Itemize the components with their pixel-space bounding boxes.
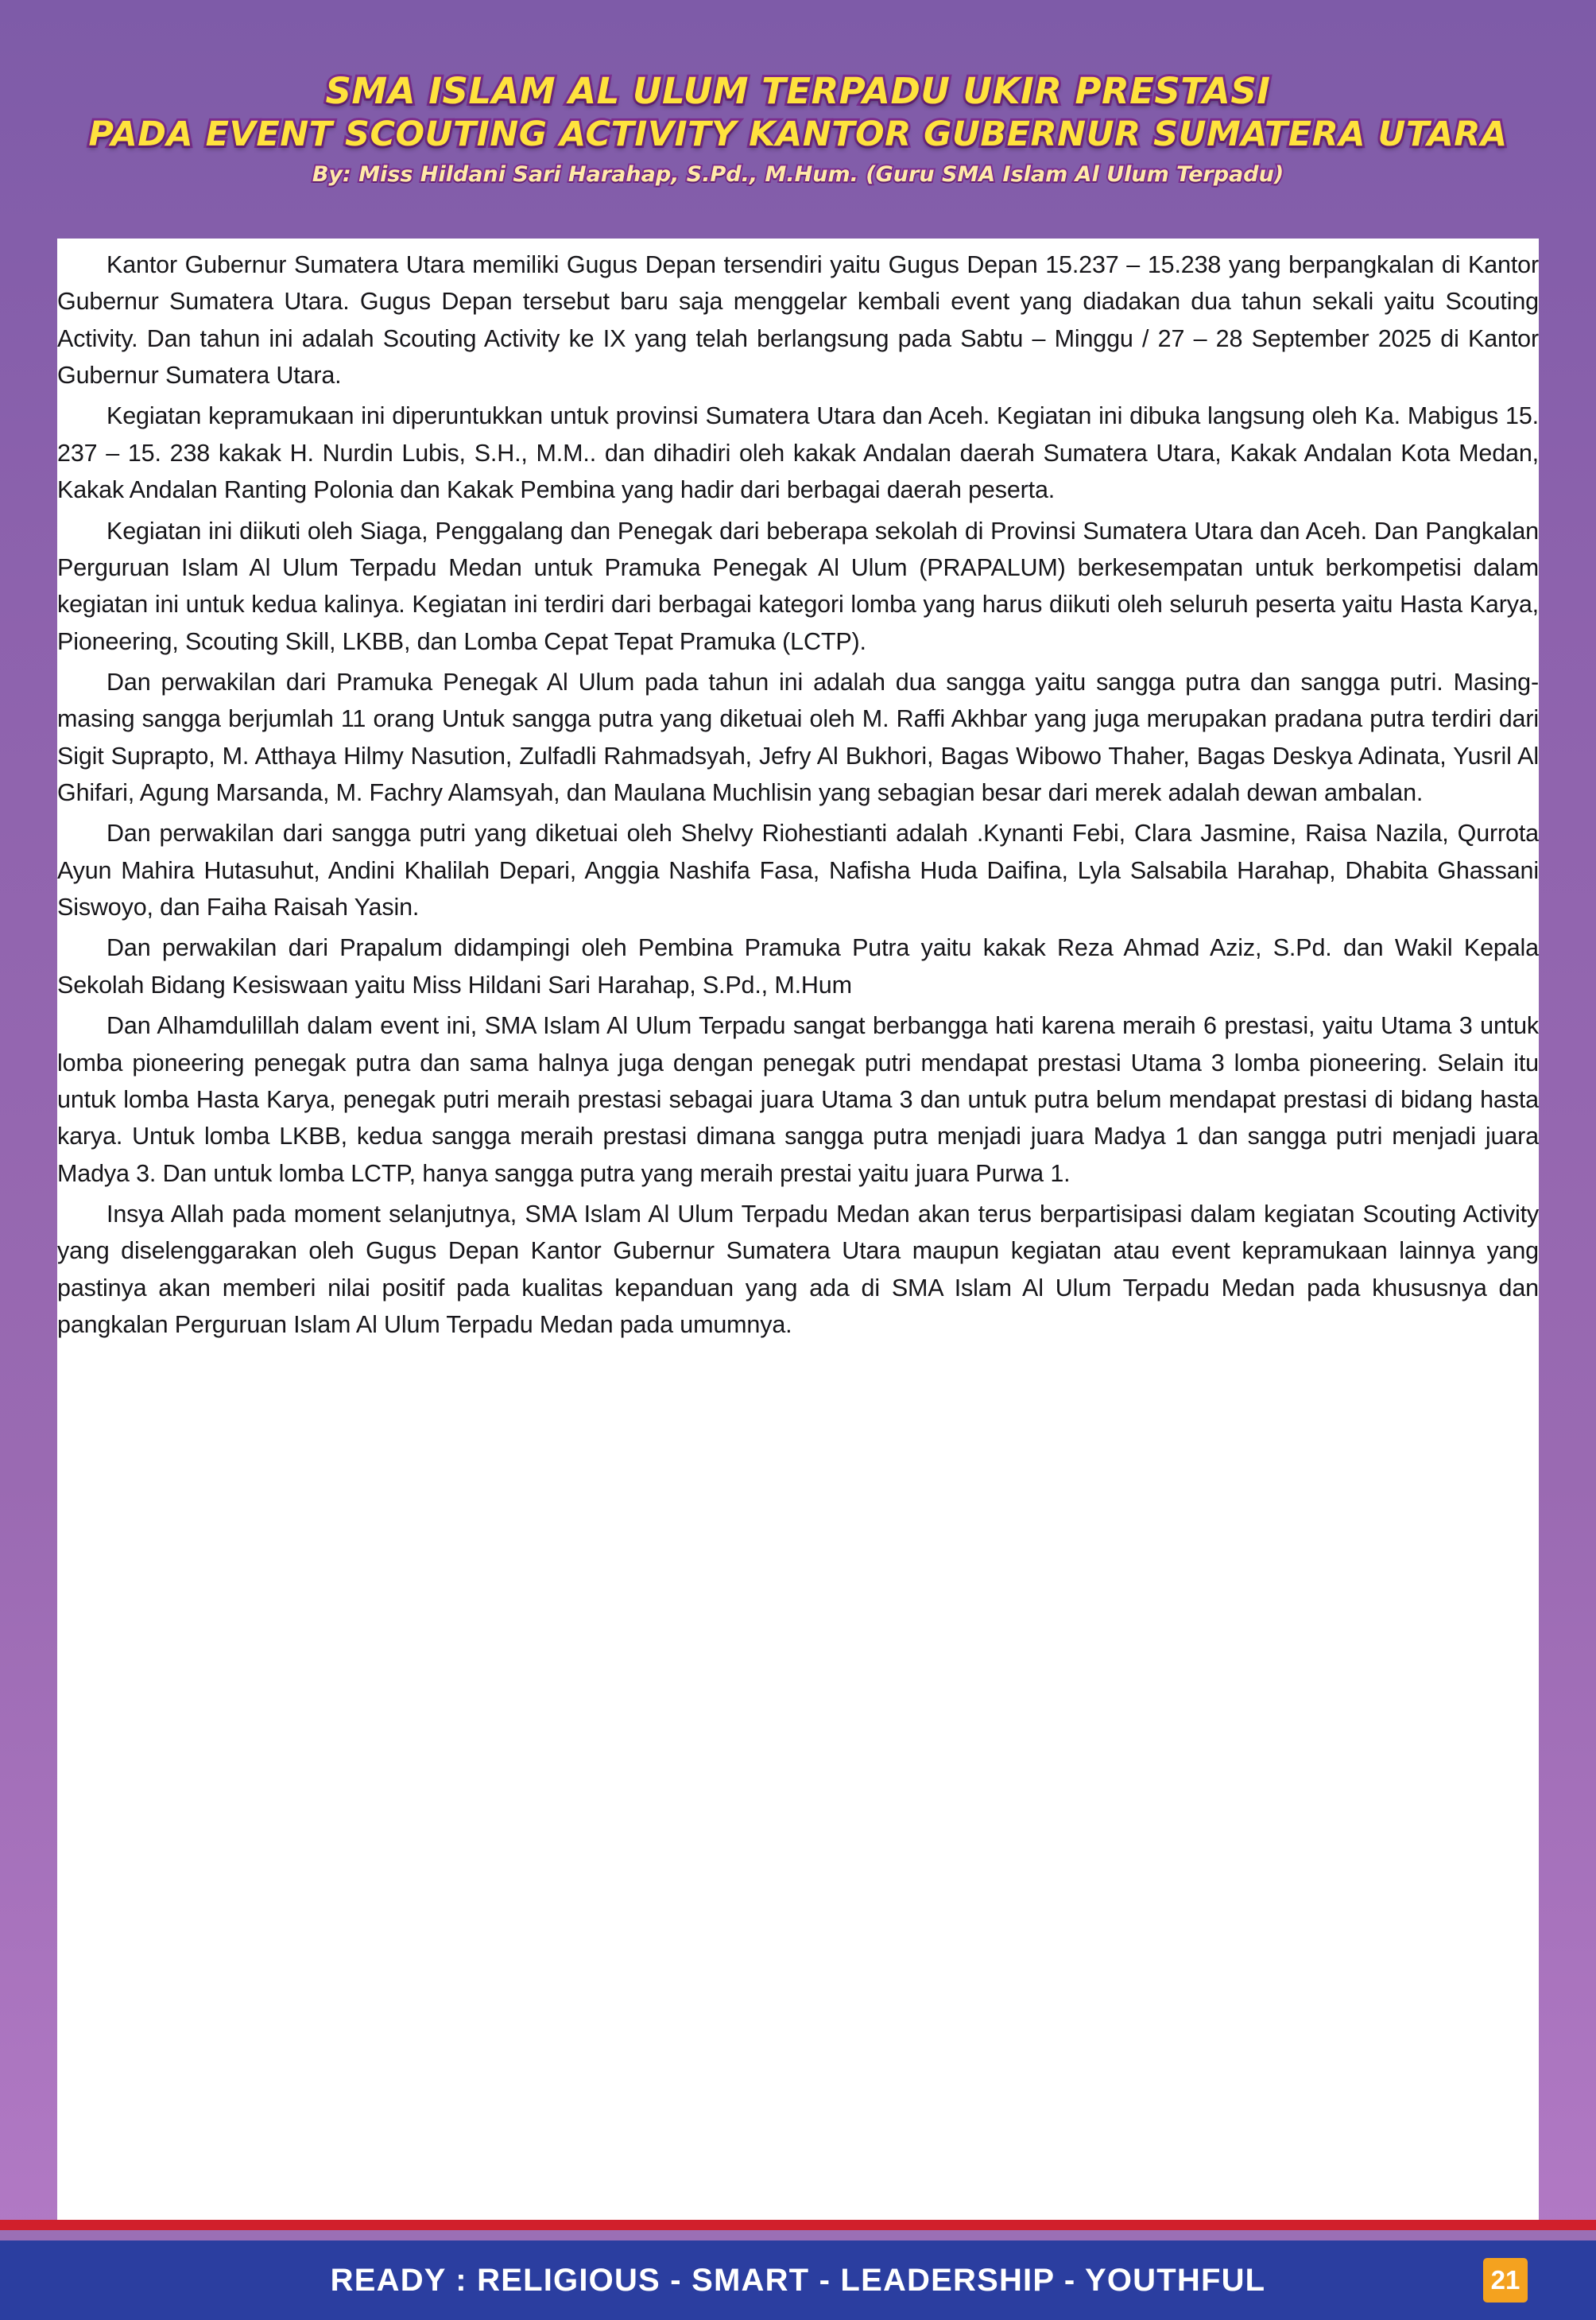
- paragraph: Kantor Gubernur Sumatera Utara memiliki Gugus Depan tersendiri yaitu Gugus Depan 15.237 – 15.238 yang berpangkalan di Kantor Gubernur Sumatera Utara. Gugus Depan tersebut baru saja menggelar kembali event yang diadakan dua tahun sekali yaitu Scouting Activity. Dan tahun ini adalah Scouting Activity ke IX yang telah berlangsung pada Sabtu – Minggu / 27 – 28 September 2025 di Kantor Gubernur Sumatera Utara.: [57, 251, 1539, 390]
- article-byline: By: Miss Hildani Sari Harahap, S.Pd., M.Hum. (Guru SMA Islam Al Ulum Terpadu): [312, 162, 1284, 188]
- page-number: 21: [1490, 2265, 1520, 2295]
- page-number-badge: [1483, 2258, 1528, 2303]
- footer-tagline: READY : RELIGIOUS - SMART - LEADERSHIP - YOUTHFUL: [330, 2262, 1266, 2298]
- footer-divider: [0, 2220, 1596, 2230]
- page-title-line-1: SMA ISLAM AL ULUM TERPADU UKIR PRESTASI: [325, 70, 1271, 112]
- paragraph: Kegiatan ini diikuti oleh Siaga, Penggalang dan Penegak dari beberapa sekolah di Provinsi Sumatera Utara dan Aceh. Dan Pangkalan Perguruan Islam Al Ulum Terpadu Medan untuk Pramuka Penegak Al Ulum (PRAPALUM) berkesempatan untuk berkompetisi dalam kegiatan ini untuk kedua kalinya. Kegiatan ini terdiri dari berbagai kategori lomba yang harus diikuti oleh seluruh peserta yaitu Hasta Karya, Pioneering, Scouting Skill, LKBB, dan Lomba Cepat Tepat Pramuka (LCTP).: [57, 517, 1539, 655]
- article-header: [0, 0, 1596, 239]
- page-title-line-2: PADA EVENT SCOUTING ACTIVITY KANTOR GUBERNUR SUMATERA UTARA: [88, 114, 1508, 154]
- paragraph: Dan perwakilan dari sangga putri yang diketuai oleh Shelvy Riohestianti adalah .Kynanti Febi, Clara Jasmine, Raisa Nazila, Qurrota Ayun Mahira Hutasuhut, Andini Khalilah Depari, Anggia Nashifa Fasa, Nafisha Huda Daifina, Lyla Salsabila Harahap, Dhabita Ghassani Siswoyo, dan Faiha Raisah Yasin.: [57, 820, 1539, 921]
- article-text: [57, 246, 1539, 2217]
- paragraph: Kegiatan kepramukaan ini diperuntukkan untuk provinsi Sumatera Utara dan Aceh. Kegiatan ini dibuka langsung oleh Ka. Mabigus 15. 237 – 15. 238 kakak H. Nurdin Lubis, S.H., M.M.. dan dihadiri oleh kakak Andalan daerah Sumatera Utara, Kakak Andalan Kota Medan, Kakak Andalan Ranting Polonia dan Kakak Pembina yang hadir dari berbagai daerah peserta.: [57, 402, 1539, 504]
- page-footer: [0, 2240, 1596, 2320]
- paragraph: Dan perwakilan dari Prapalum didampingi oleh Pembina Pramuka Putra yaitu kakak Reza Ahmad Aziz, S.Pd. dan Wakil Kepala Sekolah Bidang Kesiswaan yaitu Miss Hildani Sari Harahap, S.Pd., M.Hum: [57, 934, 1539, 999]
- paragraph: Insya Allah pada moment selanjutnya, SMA Islam Al Ulum Terpadu Medan akan terus berpartisipasi dalam kegiatan Scouting Activity yang diselenggarakan oleh Gugus Depan Kantor Gubernur Sumatera Utara maupun kegiatan atau event kepramukaan lainnya yang pastinya akan memberi nilai positif pada kualitas kepanduan yang ada di SMA Islam Al Ulum Terpadu Medan pada khususnya dan pangkalan Perguruan Islam Al Ulum Terpadu Medan pada umumnya.: [57, 1200, 1539, 1339]
- paragraph: Dan perwakilan dari Pramuka Penegak Al Ulum pada tahun ini adalah dua sangga yaitu sangga putra dan sangga putri. Masing-masing sangga berjumlah 11 orang Untuk sangga putra yang diketuai oleh M. Raffi Akhbar yang juga merupakan pradana putra terdiri dari Sigit Suprapto, M. Atthaya Hilmy Nasution, Zulfadli Rahmadsyah, Jefry Al Bukhori, Bagas Wibowo Thaher, Bagas Deskya Adinata, Yusril Al Ghifari, Agung Marsanda, M. Fachry Alamsyah, dan Maulana Muchlisin yang sebagian besar dari merek adalah dewan ambalan.: [57, 668, 1539, 807]
- paragraph: Dan Alhamdulillah dalam event ini, SMA Islam Al Ulum Terpadu sangat berbangga hati karena meraih 6 prestasi, yaitu Utama 3 untuk lomba pioneering penegak putra dan sama halnya juga dengan penegak putri mendapat prestasi Utama 3 lomba pioneering. Selain itu untuk lomba Hasta Karya, penegak putri meraih prestasi sebagai juara Utama 3 dan untuk putra belum mendapat prestasi di bidang hasta karya. Untuk lomba LKBB, kedua sangga meraih prestasi dimana sangga putra menjadi juara Madya 1 dan sangga putri menjadi juara Madya 3. Dan untuk lomba LCTP, hanya sangga putra yang meraih prestai yaitu juara Purwa 1.: [57, 1012, 1539, 1187]
